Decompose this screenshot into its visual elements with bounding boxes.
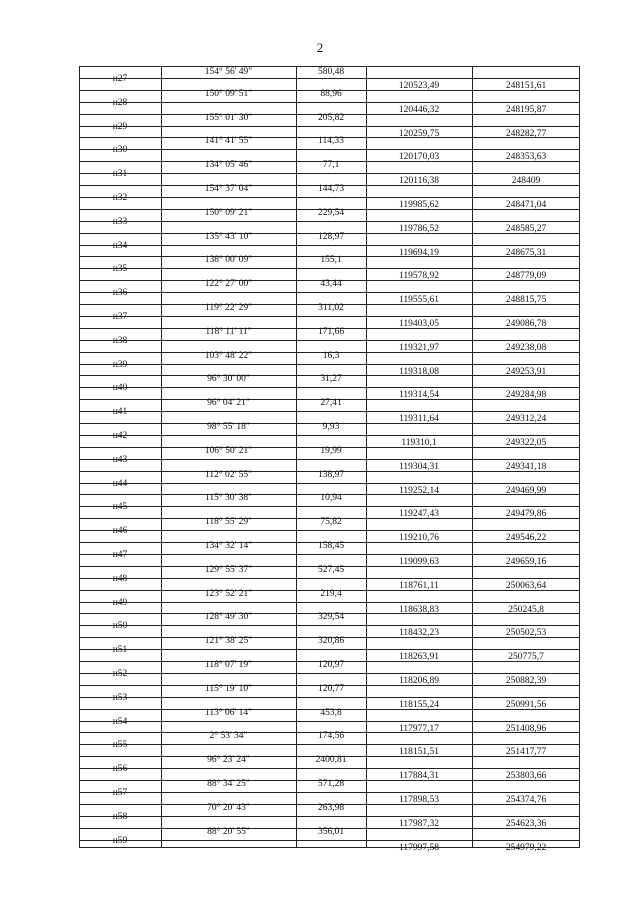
coord-x: 117997,58 — [398, 842, 440, 853]
coord-y: 250502,53 — [505, 628, 547, 639]
segment-length: 329,54 — [317, 612, 345, 623]
coord-x: 119247,43 — [398, 509, 440, 520]
segment-angle: 134° 05' 46" — [204, 160, 253, 171]
coord-y: 254374,76 — [505, 794, 547, 805]
coord-x: 120170,03 — [398, 152, 440, 163]
segment-angle: 115° 19' 10" — [204, 683, 253, 694]
coord-x: 118206,89 — [398, 675, 440, 686]
point-label: н34 — [112, 240, 128, 251]
coord-x: 117898,53 — [398, 794, 440, 805]
point-label: н56 — [112, 764, 128, 775]
coord-y: 248151,61 — [505, 80, 547, 91]
coord-x: 118263,91 — [398, 652, 440, 663]
coord-x: 119314,54 — [398, 390, 440, 401]
coord-x: 119210,76 — [398, 533, 440, 544]
segment-angle: 135° 43' 10" — [204, 231, 253, 242]
segment-length: 19,99 — [320, 445, 342, 456]
coord-y: 249253,91 — [505, 366, 547, 377]
coord-y: 251408,96 — [505, 723, 547, 734]
coord-x: 119304,31 — [398, 461, 440, 472]
segment-angle: 96° 04' 21" — [207, 398, 250, 409]
segment-length: 155,1 — [320, 255, 342, 266]
segment-angle: 115° 30' 38" — [204, 493, 253, 504]
segment-length: 16,3 — [322, 350, 340, 361]
segment-angle: 103° 48' 22" — [204, 350, 253, 361]
segment-angle: 70° 20' 43" — [207, 802, 250, 813]
segment-length: 527,45 — [317, 564, 345, 575]
point-label: н58 — [112, 811, 128, 822]
segment-length: 9,93 — [322, 422, 340, 432]
segment-angle: 150° 09' 21" — [204, 207, 253, 218]
point-label: н45 — [112, 502, 128, 513]
point-label: н50 — [112, 621, 128, 632]
coord-y: 249546,22 — [505, 533, 547, 544]
segment-angle: 96° 30' 00" — [207, 374, 250, 385]
coord-x: 117884,31 — [398, 771, 440, 782]
coord-y: 248779,09 — [505, 271, 547, 282]
point-label: н44 — [112, 478, 128, 489]
segment-angle: 113° 06' 14" — [204, 707, 253, 718]
segment-length: 27,41 — [320, 398, 342, 409]
point-label: н47 — [112, 549, 128, 560]
segment-angle: 154° 56' 49" — [204, 67, 253, 77]
coord-y: 248353,63 — [505, 152, 547, 163]
coord-y: 253803,66 — [505, 771, 547, 782]
coord-y: 249469,99 — [505, 485, 547, 496]
segment-length: 219,4 — [320, 588, 342, 599]
point-label: н38 — [112, 335, 128, 346]
coord-x: 120259,75 — [398, 128, 440, 139]
coord-y: 249341,18 — [505, 461, 547, 472]
coord-y: 248409 — [511, 176, 541, 187]
coord-x: 119578,92 — [398, 271, 440, 282]
segment-length: 114,33 — [318, 136, 344, 147]
segment-length: 320,86 — [317, 636, 345, 647]
point-label: н55 — [112, 740, 128, 751]
point-label: н57 — [112, 787, 128, 798]
coord-x: 120523,49 — [398, 80, 440, 91]
segment-angle: 118° 55' 29" — [204, 517, 253, 528]
coord-x: 119321,97 — [398, 342, 440, 353]
segment-angle: 88° 20' 55" — [207, 826, 250, 837]
point-label: н33 — [112, 216, 128, 227]
coord-x: 118638,83 — [398, 604, 440, 615]
point-label: н42 — [112, 430, 128, 441]
coord-x: 120116,38 — [398, 176, 440, 187]
segment-angle: 98° 55' 18" — [207, 422, 250, 432]
coord-y: 248471,04 — [505, 199, 547, 210]
point-label: н46 — [112, 526, 128, 537]
segment-angle: 129° 55' 37" — [204, 564, 253, 575]
segment-angle: 134° 32' 14" — [204, 541, 253, 551]
coord-y: 248195,87 — [505, 104, 547, 115]
coord-y: 249659,16 — [505, 556, 547, 567]
point-label: н31 — [112, 169, 128, 180]
coord-y: 249284,98 — [505, 390, 547, 401]
segment-angle: 106° 50' 21" — [204, 445, 253, 456]
segment-length: 120,77 — [317, 683, 345, 694]
coord-x: 120446,32 — [398, 104, 440, 115]
coord-x: 117977,17 — [398, 723, 440, 734]
segment-angle: 122° 27' 00" — [204, 279, 253, 290]
coord-y: 254979,22 — [505, 842, 547, 853]
segment-angle: 112° 02' 55" — [204, 469, 253, 480]
coord-y: 254623,36 — [505, 818, 547, 829]
page-number: 2 — [316, 40, 324, 55]
segment-angle: 150° 09' 51" — [204, 88, 253, 99]
segment-angle: 96° 23' 24" — [207, 755, 250, 766]
segment-length: 138,97 — [317, 469, 345, 480]
coord-y: 250245,8 — [508, 604, 544, 615]
coord-y: 251417,77 — [505, 747, 547, 758]
segment-length: 43,44 — [320, 279, 342, 290]
segment-angle: 138° 00' 09" — [204, 255, 253, 266]
coord-y: 248675,31 — [505, 247, 547, 258]
segment-length: 158,45 — [317, 541, 345, 551]
segment-angle: 154° 37' 04" — [204, 184, 253, 194]
coord-x: 118432,23 — [398, 628, 440, 639]
point-label: н48 — [112, 573, 128, 584]
coord-x: 119252,14 — [398, 485, 440, 496]
segment-angle: 155° 01' 30" — [204, 112, 253, 123]
point-label: н27 — [112, 73, 128, 84]
point-label: н41 — [112, 407, 128, 418]
coord-x: 119099,63 — [398, 556, 440, 567]
segment-length: 311,02 — [318, 303, 344, 313]
point-label: н28 — [112, 97, 128, 108]
segment-angle: 119° 22' 29" — [204, 303, 253, 313]
segment-length: 75,82 — [320, 517, 342, 528]
coord-y: 250882,39 — [505, 675, 547, 686]
segment-angle: 121° 38' 25" — [204, 636, 253, 647]
segment-angle: 118° 11' 11" — [205, 326, 252, 337]
coord-x: 119555,61 — [398, 295, 440, 306]
segment-length: 571,28 — [317, 779, 345, 789]
point-label: н37 — [112, 311, 128, 322]
point-label: н52 — [112, 668, 128, 679]
coord-y: 250991,56 — [505, 699, 547, 710]
point-label: н30 — [112, 145, 128, 156]
coord-x: 117987,32 — [398, 818, 440, 829]
segment-length: 77,1 — [322, 160, 340, 171]
point-label: н32 — [112, 192, 128, 203]
segment-length: 453,8 — [320, 707, 342, 718]
coord-x: 119310,1 — [401, 437, 437, 448]
coord-x: 118151,51 — [398, 747, 440, 758]
point-label: н35 — [112, 264, 128, 275]
coord-x: 119403,05 — [398, 318, 440, 329]
segment-angle: 2° 53' 34" — [209, 731, 248, 742]
segment-angle: 128° 49' 30" — [204, 612, 253, 623]
coord-x: 119786,52 — [398, 223, 440, 234]
coord-x: 119318,08 — [398, 366, 440, 377]
point-label: н40 — [112, 383, 128, 394]
coord-y: 249322,05 — [505, 437, 547, 448]
segment-length: 356,01 — [317, 826, 345, 837]
point-label: н49 — [112, 597, 128, 608]
coord-y: 248282,77 — [505, 128, 547, 139]
coord-x: 118761,11 — [399, 580, 439, 591]
segment-length: 263,98 — [317, 802, 345, 813]
segment-length: 120,97 — [317, 660, 345, 670]
segment-angle: 118° 07' 19" — [204, 660, 253, 670]
segment-length: 128,97 — [317, 231, 345, 242]
segment-length: 174,56 — [317, 731, 345, 742]
point-label: н43 — [112, 454, 128, 465]
segment-angle: 123° 52' 21" — [204, 588, 253, 599]
segment-angle: 141° 41' 55" — [204, 136, 253, 147]
coord-y: 249238,08 — [505, 342, 547, 353]
segment-length: 171,66 — [317, 326, 345, 337]
coord-y: 249086,78 — [505, 318, 547, 329]
point-label: н29 — [112, 121, 128, 132]
segment-length: 144,73 — [317, 184, 345, 194]
segment-length: 88,96 — [320, 88, 342, 99]
point-label: н51 — [112, 645, 128, 656]
segment-length: 10,94 — [320, 493, 342, 504]
coord-y: 250063,64 — [505, 580, 547, 591]
coord-x: 118155,24 — [398, 699, 440, 710]
coord-y: 250775,7 — [508, 652, 544, 663]
segment-length: 2400,81 — [315, 755, 347, 766]
point-label: н36 — [112, 288, 128, 299]
coord-y: 248815,75 — [505, 295, 547, 306]
point-label: н59 — [112, 835, 128, 846]
point-label: н54 — [112, 716, 128, 727]
coord-y: 249312,24 — [505, 414, 547, 425]
segment-length: 31,27 — [320, 374, 342, 385]
segment-length: 229,54 — [317, 207, 345, 218]
coord-y: 249479,86 — [505, 509, 547, 520]
segment-length: 580,48 — [317, 67, 345, 77]
coord-x: 119694,19 — [398, 247, 440, 258]
point-label: н53 — [112, 692, 128, 703]
point-label: н39 — [112, 359, 128, 370]
segment-angle: 88° 34' 25" — [207, 779, 250, 789]
coord-x: 119985,62 — [398, 199, 440, 210]
coord-x: 119311,64 — [399, 414, 439, 425]
coord-y: 248585,27 — [505, 223, 547, 234]
segment-length: 205,82 — [317, 112, 345, 123]
